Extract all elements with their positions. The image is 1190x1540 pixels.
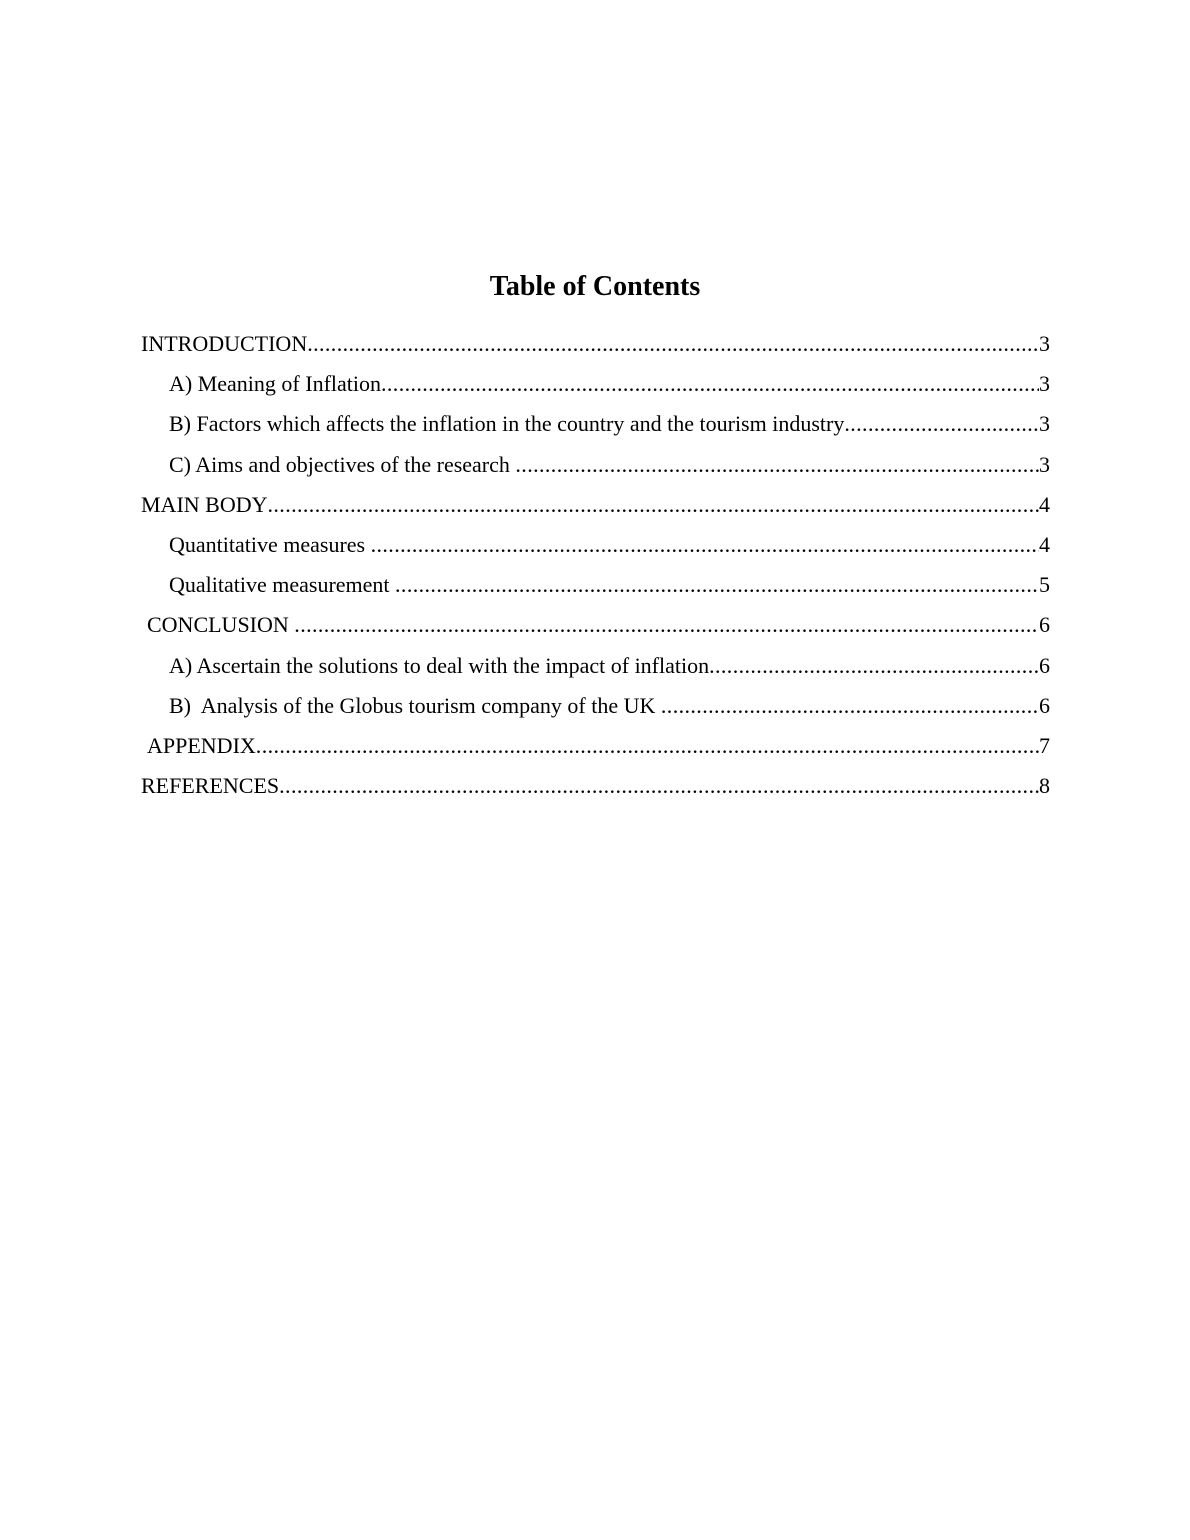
toc-entry-references[interactable] (0, 766, 1190, 806)
toc-page-number: 4 (1039, 532, 1050, 558)
toc-entry-label: A) Meaning of Inflation (169, 371, 381, 397)
toc-entry-aims-objectives[interactable] (0, 445, 1190, 485)
toc-page-number: 3 (1039, 331, 1050, 357)
toc-dot-leader (371, 532, 1039, 558)
toc-entry-label: Qualitative measurement (169, 572, 396, 598)
toc-list (0, 324, 1190, 806)
toc-entry-label: B) Analysis of the Globus tourism company of the UK (169, 692, 661, 718)
toc-page-number: 5 (1039, 572, 1050, 598)
toc-page-number: 7 (1039, 732, 1050, 758)
toc-page-number: 3 (1039, 411, 1050, 437)
toc-dot-leader (515, 452, 1039, 478)
toc-dot-leader (381, 371, 1039, 397)
toc-dot-leader (844, 411, 1039, 437)
toc-page-number: 6 (1039, 612, 1050, 638)
toc-entry-label: MAIN BODY (141, 491, 268, 517)
toc-entry-label: A) Ascertain the solutions to deal with the impact of inflation (169, 652, 710, 678)
toc-entry-label: CONCLUSION (147, 612, 295, 638)
toc-entry-factors[interactable] (0, 404, 1190, 444)
toc-dot-leader (279, 773, 1039, 799)
toc-entry-label: REFERENCES (141, 773, 280, 799)
toc-page-number: 6 (1039, 692, 1050, 718)
toc-page-number: 3 (1039, 371, 1050, 397)
toc-entry-label: APPENDIX (147, 732, 256, 758)
toc-dot-leader (256, 733, 1039, 759)
toc-dot-leader (661, 693, 1039, 719)
toc-entry-introduction[interactable] (0, 324, 1190, 364)
toc-entry-qualitative-measurement[interactable] (0, 565, 1190, 605)
toc-entry-label: INTRODUCTION (141, 331, 308, 357)
toc-dot-leader (268, 492, 1040, 518)
toc-entry-ascertain-solutions[interactable] (0, 646, 1190, 686)
toc-dot-leader (395, 572, 1039, 598)
toc-entry-meaning-of-inflation[interactable] (0, 364, 1190, 404)
toc-page-number: 6 (1039, 652, 1050, 678)
toc-entry-appendix[interactable] (0, 726, 1190, 766)
toc-entry-quantitative-measures[interactable] (0, 525, 1190, 565)
toc-entry-globus-analysis[interactable] (0, 686, 1190, 726)
toc-page-number: 3 (1039, 451, 1050, 477)
toc-dot-leader (294, 612, 1039, 638)
toc-entry-label: Quantitative measures (169, 532, 371, 558)
toc-dot-leader (709, 653, 1039, 679)
toc-entry-conclusion[interactable] (0, 605, 1190, 645)
page-title: Table of Contents (489, 271, 701, 302)
toc-dot-leader (307, 331, 1039, 357)
toc-page-number: 8 (1039, 773, 1050, 799)
toc-page-number: 4 (1039, 491, 1050, 517)
toc-entry-label: C) Aims and objectives of the research (169, 451, 516, 477)
toc-entry-label: B) Factors which affects the inflation in the country and the tourism industry (169, 411, 845, 437)
toc-entry-main-body[interactable] (0, 485, 1190, 525)
